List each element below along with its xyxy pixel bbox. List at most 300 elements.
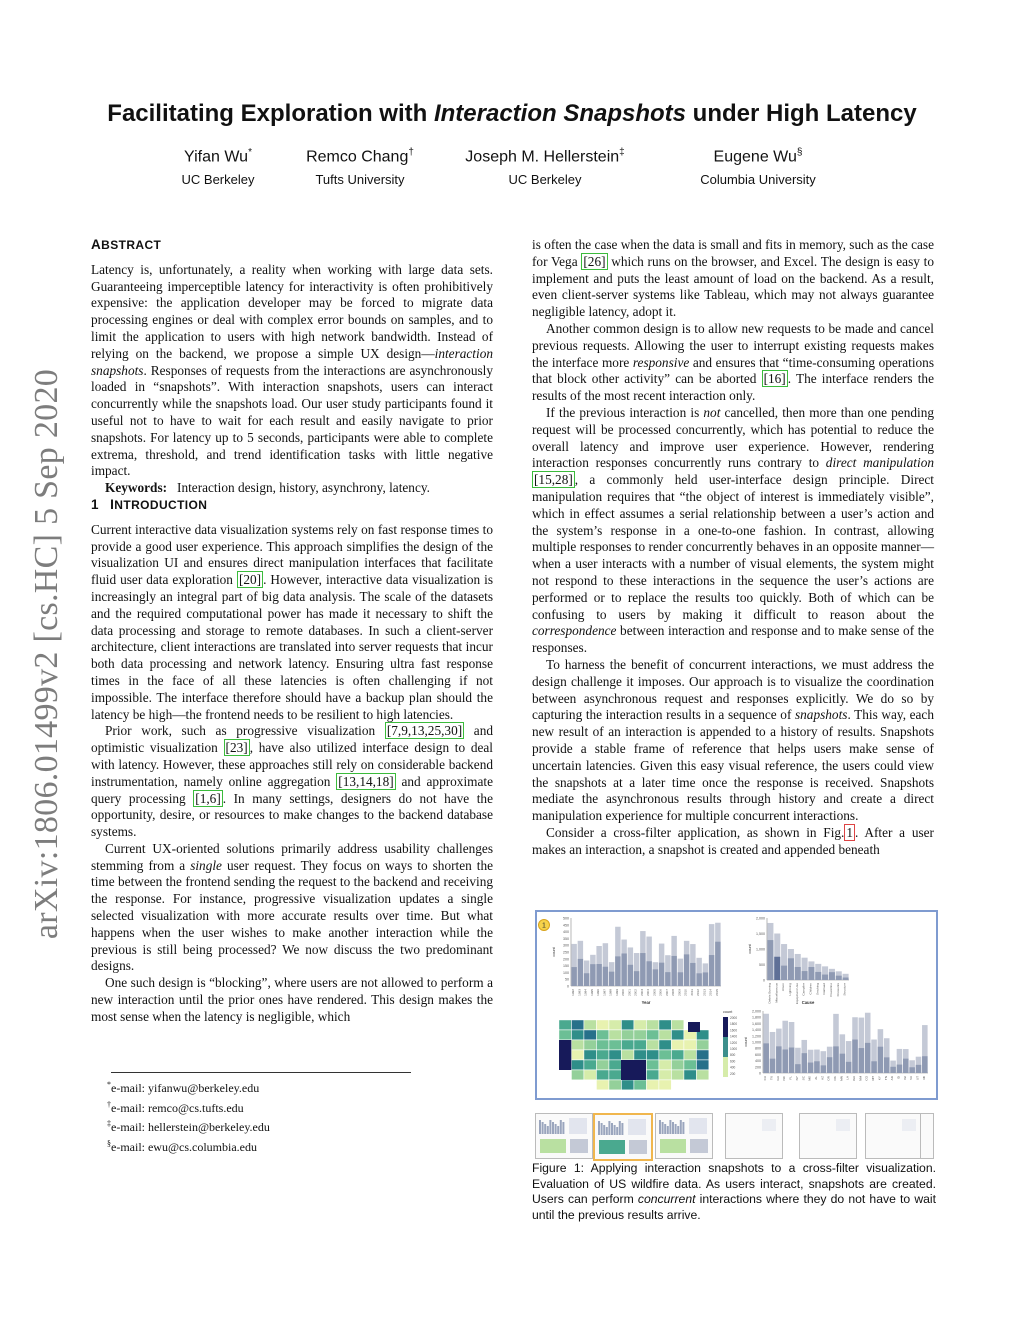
x-tick-label: Children [808, 983, 813, 995]
state-shape [684, 1050, 696, 1060]
thumbnail-bar [659, 1120, 661, 1134]
legend-gradient-step [723, 1069, 728, 1071]
x-tick-label: MI [921, 1076, 926, 1080]
thumbnail-bar [680, 1120, 682, 1134]
y-tick-label: 600 [755, 1052, 761, 1057]
bar [590, 964, 595, 986]
state-shape [584, 1070, 596, 1080]
x-tick-label: KY [877, 1076, 882, 1081]
intro-paragraph-3: Current UX-oriented solutions primarily address usability challenges stemming from a single user request. They focus on ways to shorten the time between the frontend sending the request to the backend and receiving the response. For instance, progressive visualization updates a single selected visualization with more accurate results over time. But what happens when the user wishes to make another interaction while the previous is still being processed? We now discuss the two predominant designs. [91, 840, 494, 974]
legend-gradient-step [723, 1063, 728, 1065]
x-tick-label: 1994 [583, 989, 588, 996]
state-shape [572, 1060, 584, 1070]
x-tick-label: TN [883, 1076, 888, 1081]
thumbnail-preview [656, 1114, 712, 1158]
snapshot-thumbnail[interactable] [799, 1113, 857, 1159]
thumbnail-bar [555, 1124, 557, 1134]
state-shape [634, 1040, 646, 1050]
svg-text:1: 1 [542, 922, 546, 930]
thumbnail-bar [662, 1122, 664, 1134]
x-tick-label: Lightning [787, 983, 792, 996]
bar [843, 978, 849, 980]
bar [596, 964, 601, 986]
y-tick-label: 1,600 [752, 1021, 761, 1026]
state-shape [622, 1050, 634, 1060]
snapshot-thumbnail[interactable] [593, 1113, 653, 1161]
keywords-label: Keywords: [105, 480, 168, 496]
y-tick-label: 400 [755, 1059, 761, 1064]
thumbnail-bar [669, 1120, 671, 1134]
state-shape [647, 1050, 659, 1060]
bar [795, 1064, 801, 1073]
arxiv-identifier: arXiv:1806.01499v2 [cs.HC] 5 Sep 2020 [28, 368, 65, 940]
y-tick-label: 1,000 [756, 947, 765, 952]
abstract-text: Latency is, unfortunately, a reality when working with large data sets. Guaranteeing imperceptible latency for interactivity is often prohibitively expensive: the application developer may be forced to migrate data processing engines or deal with complex error bounds on samples, and to limit the application to users with high network bandwidth. Instead of relying on the backend, we propose a simple UX design—interaction snapshots. Responses of requests from the interactions are asynchronously loaded in “snapshots”. With interaction snapshots, users can interact concurrently while the snapshots load. Our user study participants found it useful not to have to wait for each result and easily navigate to prior snapshots. For latency up to 5 seconds, participants were able to complete extrema, threshold, and trend identification tasks with little negative impact. [91, 261, 493, 479]
citation-link[interactable]: [15,28] [534, 472, 573, 488]
legend-gradient-step [723, 1021, 728, 1023]
abstract-heading: ABSTRACT [91, 237, 162, 252]
state-shape [697, 1050, 709, 1060]
bar [782, 1049, 788, 1073]
thumbnail-bar [664, 1124, 666, 1134]
bar [871, 1061, 877, 1073]
footnotes [91, 1072, 493, 1155]
legend-tick-label: 2000 [730, 1016, 738, 1020]
bar [628, 965, 633, 986]
figure-1-crossfilter [535, 910, 938, 1100]
x-tick-label: MT [871, 1076, 876, 1081]
x-tick-label: Campfire [801, 983, 806, 996]
state-shape [609, 1040, 621, 1050]
x-tick-label: Structure [842, 983, 847, 996]
legend-gradient-step [723, 1055, 728, 1057]
y-tick-label: 0 [763, 978, 765, 983]
x-tick-label: FL [788, 1076, 793, 1080]
legend-gradient-step [723, 1059, 728, 1061]
legend-gradient-step [723, 1071, 728, 1073]
x-tick-label: 1997 [602, 989, 607, 996]
bar [571, 967, 576, 986]
bar [774, 957, 780, 980]
state-shape [659, 1040, 671, 1050]
state-shape-highlight [559, 1040, 571, 1070]
x-tick-label: 2000 [621, 989, 626, 996]
thumbnail-map [599, 1140, 625, 1154]
x-tick-label: WI [902, 1076, 907, 1080]
state-shape [659, 1030, 671, 1040]
legend-gradient-step [723, 1073, 728, 1075]
author-affiliation: Tufts University [315, 172, 405, 188]
x-tick-label: AR [890, 1076, 895, 1081]
bar [770, 1059, 776, 1073]
bar [903, 1059, 909, 1073]
bar [584, 973, 589, 986]
figure-canvas [537, 912, 936, 1098]
legend-gradient-step [723, 1041, 728, 1043]
bar [802, 971, 808, 980]
thumbnail-bar [619, 1121, 621, 1135]
bar [821, 1065, 827, 1073]
title-part-2: under High Latency [686, 100, 917, 127]
x-tick-label: SC [801, 1076, 806, 1081]
x-tick-label: 1999 [614, 989, 619, 996]
paper-title [0, 100, 1024, 128]
x-tick-label: 1995 [589, 989, 594, 996]
snapshot-thumbnail[interactable] [655, 1113, 713, 1159]
bar [789, 1047, 795, 1073]
thumbnail-bar [614, 1125, 616, 1135]
state-shape [684, 1040, 696, 1050]
legend-gradient-step [723, 1017, 728, 1019]
state-shape [609, 1020, 621, 1030]
footnote: §e-mail: ewu@cs.columbia.edu [107, 1138, 258, 1154]
bar [640, 953, 645, 986]
x-tick-label: 2005 [652, 989, 657, 996]
thumbnail-preview [800, 1114, 856, 1158]
citation-link[interactable]: [16] [763, 371, 786, 387]
thumbnail-bar [606, 1127, 608, 1135]
state-shape [597, 1040, 609, 1050]
legend-gradient-step [723, 1047, 728, 1049]
thumbnail-preview [726, 1114, 782, 1158]
thumbnail-preview [536, 1114, 592, 1158]
title-part-1: Facilitating Exploration with [107, 100, 434, 127]
state-shape-highlight [688, 1022, 700, 1032]
thumbnail-bar [539, 1120, 541, 1134]
state-shape [697, 1040, 709, 1050]
thumbnail-map [540, 1139, 566, 1153]
footnote: †e-mail: remco@cs.tufts.edu [107, 1099, 244, 1115]
bar [795, 967, 801, 980]
x-tick-label: 1998 [608, 989, 613, 996]
legend-gradient-step [723, 1027, 728, 1029]
figure-caption: Figure 1: Applying interaction snapshots to a cross-filter visualization. Evaluation of US wildfire data. As users interact, snapshots are created. Users can perform concurrent interactions where they do not have to wait until the previous results arrive. [532, 1161, 936, 1222]
legend-gradient-step [723, 1019, 728, 1021]
state-shape [634, 1020, 646, 1030]
cause-bar-chart[interactable] [748, 917, 849, 1006]
state-shape [672, 1030, 684, 1040]
x-tick-label: MS [807, 1076, 812, 1081]
legend-gradient-step [723, 1075, 728, 1077]
x-tick-label: 2004 [646, 989, 651, 996]
y-tick-label: 500 [759, 963, 765, 967]
keywords [91, 480, 493, 497]
author-affiliation: UC Berkeley [181, 172, 255, 188]
intro-paragraph-5: is often the case when the data is small and fits in memory, such as the case for Vega [26] which runs on the browser, and Excel. The design is easy to implement and puts the least amount of load on the backend. As a result, even client-server systems like Tableau, which may not always guarantee negligible latency, adopt it. [532, 237, 934, 320]
thumbnail-preview [595, 1115, 651, 1159]
x-tick-label: LA [845, 1076, 850, 1080]
state-shape [584, 1060, 596, 1070]
thumbnail-bar [601, 1123, 603, 1135]
thumbnail-panel [689, 1118, 707, 1134]
state-shape [597, 1020, 609, 1030]
bar [827, 1057, 833, 1073]
x-tick-label: 2001 [627, 989, 632, 996]
x-tick-label: UT [915, 1076, 920, 1081]
state-shape [634, 1050, 646, 1060]
bar [696, 973, 701, 986]
thumbnail-bar [547, 1126, 549, 1134]
thumbnail-panel [629, 1140, 647, 1154]
x-tick-label: NY [794, 1076, 799, 1081]
x-tick-label: Smoking [815, 983, 820, 996]
legend-gradient-step [723, 1049, 728, 1051]
author-name: Eugene Wu [713, 148, 797, 166]
state-shape [647, 1030, 659, 1040]
thumbnail-bar [560, 1120, 562, 1134]
y-tick-label: 2,000 [752, 1009, 761, 1014]
legend-gradient-step [723, 1057, 728, 1059]
x-tick-label: 2014 [708, 989, 713, 996]
author-block [290, 147, 430, 187]
x-tick-label: GA [775, 1076, 780, 1081]
bar [829, 972, 835, 980]
thumbnail-map [660, 1139, 686, 1153]
intro-paragraph-8: To harness the benefit of concurrent interactions, we must address the design challenge it imposes. Our approach is to visualize the coordination between asynchronous request and responses explicitly. We do so by capturing the interaction results in a sequence of snapshots. This way, each new result of an interaction is appended to a history of results. Snapshots provide a stable frame of reference that helps users make sense of uncertain latencies. Given this easy visual reference, the users could view the snapshots at a later time once the response is received. Snapshots mediate the asynchronous results through history and create a direct manipulation experience for multiple concurrent interactions. [532, 656, 934, 824]
legend-tick-label: 600 [730, 1059, 736, 1064]
thumbnail-preview [866, 1114, 922, 1158]
state-shape [609, 1080, 621, 1090]
bar [909, 1067, 915, 1073]
author-block [168, 147, 268, 187]
state-shape [622, 1080, 634, 1090]
bar [621, 953, 626, 986]
state-shape [572, 1040, 584, 1050]
citation-link[interactable]: [7,9,13,25,30] [386, 723, 463, 739]
state-shape [647, 1080, 659, 1090]
snapshot-strip [535, 1113, 934, 1159]
thumbnail-bar [675, 1124, 677, 1134]
x-tick-label: NM [858, 1076, 863, 1081]
bar [763, 1043, 769, 1073]
state-shape [672, 1060, 684, 1070]
y-tick-label: 1,800 [752, 1015, 761, 1020]
snapshot-badge[interactable] [539, 920, 550, 931]
citation-link[interactable]: [26] [583, 253, 606, 269]
x-tick-label: Powerline [828, 983, 833, 997]
state-shape [672, 1070, 684, 1080]
y-tick-label: 1,200 [752, 1034, 761, 1039]
x-tick-label: Railroad [822, 983, 827, 995]
state-shape [597, 1070, 609, 1080]
x-tick-label: Debris Burning [767, 983, 772, 1004]
x-tick-label: VA [909, 1076, 914, 1080]
bar [665, 972, 670, 986]
y-tick-label: 1,400 [752, 1028, 761, 1033]
thumbnail-bar [608, 1121, 610, 1135]
x-tick-label: Fireworks [835, 983, 840, 997]
thumbnail-bar [549, 1120, 551, 1134]
y-tick-label: 1,500 [756, 932, 765, 936]
bar [808, 967, 814, 980]
thumbnail-bar [544, 1124, 546, 1134]
x-tick-label: NC [782, 1076, 787, 1081]
legend-gradient-step [723, 1031, 728, 1033]
y-tick-label: 400 [563, 930, 569, 935]
author-affiliation: UC Berkeley [508, 172, 582, 188]
thumbnail-bar [542, 1122, 544, 1134]
legend-gradient-step [723, 1053, 728, 1055]
x-tick-label: AZ [820, 1076, 825, 1080]
state-shape [672, 1020, 684, 1030]
year-bar-chart[interactable] [552, 917, 721, 1006]
title-emphasis: Interaction Snapshots [433, 100, 687, 127]
bar [822, 975, 828, 980]
thumbnail-bar [598, 1121, 600, 1135]
x-tick-label: AL [813, 1076, 818, 1080]
citation-link[interactable]: [13,14,18] [338, 773, 394, 789]
snapshot-thumbnail[interactable] [920, 1113, 934, 1159]
y-tick-label: 50 [565, 977, 569, 982]
bar [897, 1065, 903, 1073]
legend-gradient-step [723, 1045, 728, 1047]
state-shape [597, 1080, 609, 1090]
state-shape [572, 1070, 584, 1080]
state-shape [634, 1030, 646, 1040]
intro-paragraph-9: Consider a cross-filter application, as shown in Fig. 1 . After a user makes an interaction, a snapshot is created and appended beneath [532, 824, 934, 857]
state-shape [647, 1060, 659, 1070]
y-axis-label: count [552, 947, 556, 957]
snapshot-thumbnail[interactable] [725, 1113, 783, 1159]
state-shape [609, 1050, 621, 1060]
intro-paragraph-7: If the previous interaction is not cancelled, then more than one pending request will be processed concurrently, which has potential to reduce the overall latency and improve user experience. However, rendering interaction responses concurrently runs contrary to direct manipulation [15,28] , a commonly held user-interface design principle. Direct manipulation requires that “the object of interest is immediately visible”, which in effect assumes a serial relationship between a user’s action and the system’s response in a one-to-one fashion. In contrast, allowing multiple responses to render concurrently behaves in an opposite manner—when a user interacts with a number of visual elements, the system might not respond to these interactions in the sequence the user’s actions are performed or to replace the results too quickly. Both of which can be confusing to users by making it difficult to reason about the correspondence between interaction and response and to make sense of the responses. [532, 404, 934, 656]
bar [615, 956, 620, 986]
y-axis-label: count [748, 944, 752, 954]
state-shape [609, 1030, 621, 1040]
thumbnail-panel [569, 1118, 587, 1134]
bar [884, 1057, 890, 1073]
bar [646, 961, 651, 986]
bar [603, 967, 608, 986]
state-shape [609, 1060, 621, 1070]
legend-gradient-step [723, 1039, 728, 1041]
x-tick-label: CA [763, 1076, 768, 1081]
snapshot-thumbnail[interactable] [865, 1113, 923, 1159]
author-mark: * [248, 147, 252, 158]
bar [678, 972, 683, 986]
state-shape [584, 1030, 596, 1040]
bar [659, 963, 664, 986]
x-tick-label: WA [852, 1076, 857, 1081]
figure-reference-link[interactable]: 1 [846, 824, 854, 840]
intro-paragraph-2: Prior work, such as progressive visualization [7,9,13,25,30] and optimistic visualization [23] , have also utilized interface design to deal with latency. However, these approaches still rely on considerable backend instrumentation, namely online aggregation [13,14,18] and approximate query processing [1,6] . In many settings, designers do not have the opportunity, desire, or resources to make changes to the backend database systems. [91, 723, 493, 840]
footnote: *e-mail: yifanwu@berkeley.edu [107, 1080, 260, 1095]
author-mark: † [408, 147, 414, 158]
author-name: Remco Chang [306, 148, 409, 166]
state-shape [559, 1020, 571, 1030]
footnote-divider [111, 1072, 411, 1073]
x-tick-label: MN [839, 1076, 844, 1081]
state-shape [647, 1070, 659, 1080]
thumbnail-bar [611, 1123, 613, 1135]
bar [814, 1061, 820, 1073]
bar [634, 971, 639, 986]
citation-link[interactable]: [1,6] [195, 790, 221, 806]
legend-gradient-step [723, 1035, 728, 1037]
y-tick-label: 150 [563, 964, 569, 969]
state-shape [659, 1080, 671, 1090]
y-tick-label: 0 [759, 1071, 761, 1076]
thumbnail-bar [557, 1126, 559, 1134]
thumbnail-panel [762, 1119, 776, 1131]
state-shape [647, 1040, 659, 1050]
x-tick-label: TX [769, 1076, 774, 1080]
x-tick-label: 2002 [633, 989, 638, 996]
state-shape [684, 1070, 696, 1080]
footnote: ‡e-mail: hellerstein@berkeley.edu [107, 1119, 270, 1134]
state-bar-chart[interactable] [744, 1010, 928, 1081]
state-shape [684, 1060, 696, 1070]
y-tick-label: 200 [563, 957, 569, 962]
legend-tick-label: 1000 [730, 1047, 738, 1051]
intro-paragraph-1: Current interactive data visualization systems rely on fast response times to provide a good user experience. This approach simplifies the design of the visualization UI and ensures direct manipulation interfaces that facilitate fluid user data exploration [20] . However, interactive data visualization is increasingly an integral part of big data analysis. The scale of the datasets and the required computational power has made it necessary to shift the data processing and storage to remote databases. In such a client-server architecture, client interactions are translated into server requests that incur both data processing and network latency. Ensuring ultra fast response times in the face of all these latencies is often challenging if not impossible. The interface therefore should have a backup plan should the latency be high—the frontend needs to be resilient to high latencies. [91, 521, 493, 722]
bar [788, 958, 794, 980]
bar [684, 954, 689, 986]
legend-gradient-step [723, 1023, 728, 1025]
x-tick-label: Miscellaneous [774, 983, 779, 1003]
snapshot-thumbnail[interactable] [535, 1113, 593, 1159]
bar [709, 955, 714, 986]
bar [671, 956, 676, 986]
bar [715, 942, 720, 986]
x-tick-label: 1996 [596, 989, 601, 996]
bar [840, 1054, 846, 1073]
y-tick-label: 450 [563, 923, 569, 928]
state-shape [597, 1050, 609, 1060]
legend-tick-label: 1800 [730, 1022, 738, 1027]
thumbnail-bar [667, 1126, 669, 1134]
x-tick-label: ID [896, 1076, 901, 1080]
thumbnail-bar [616, 1127, 618, 1135]
y-tick-label: 100 [563, 970, 569, 975]
x-tick-label: 2012 [696, 989, 701, 996]
legend-gradient-step [723, 1065, 728, 1067]
thumbnail-panel [690, 1139, 708, 1153]
legend-gradient-step [723, 1051, 728, 1053]
state-shape [559, 1030, 571, 1040]
legend-gradient-step [723, 1043, 728, 1045]
legend-gradient-step [723, 1037, 728, 1039]
author-mark: ‡ [619, 147, 625, 158]
citation-link[interactable]: [23] [225, 740, 248, 756]
state-shape [659, 1020, 671, 1030]
y-tick-label: 800 [755, 1046, 761, 1051]
state-shape [634, 1080, 646, 1090]
bar [776, 1046, 782, 1073]
citation-link[interactable]: [20] [238, 572, 262, 588]
x-tick-label: 1993 [577, 989, 582, 996]
thumbnail-panel [628, 1119, 646, 1135]
y-tick-label: 300 [563, 943, 569, 948]
state-shape [597, 1060, 609, 1070]
us-state-map[interactable] [559, 1010, 737, 1090]
bar [703, 972, 708, 986]
x-tick-label: 2013 [702, 989, 707, 996]
state-shape [597, 1030, 609, 1040]
bar [578, 959, 583, 986]
y-tick-label: 2,000 [756, 916, 765, 921]
state-shape [584, 1020, 596, 1030]
legend-tick-label: 1400 [730, 1034, 738, 1039]
bar [846, 1062, 852, 1073]
legend-tick-label: 1600 [730, 1028, 738, 1033]
bar [922, 1056, 928, 1073]
intro-paragraph-4: One such design is “blocking”, where users are not allowed to perform a new interaction until the prior ones have rendered. This design makes the most sense when the latency is negligible, which [91, 975, 493, 1024]
x-tick-label: CO [864, 1076, 869, 1081]
bar [865, 1043, 871, 1073]
left-column [91, 237, 493, 1026]
bar [815, 972, 821, 980]
